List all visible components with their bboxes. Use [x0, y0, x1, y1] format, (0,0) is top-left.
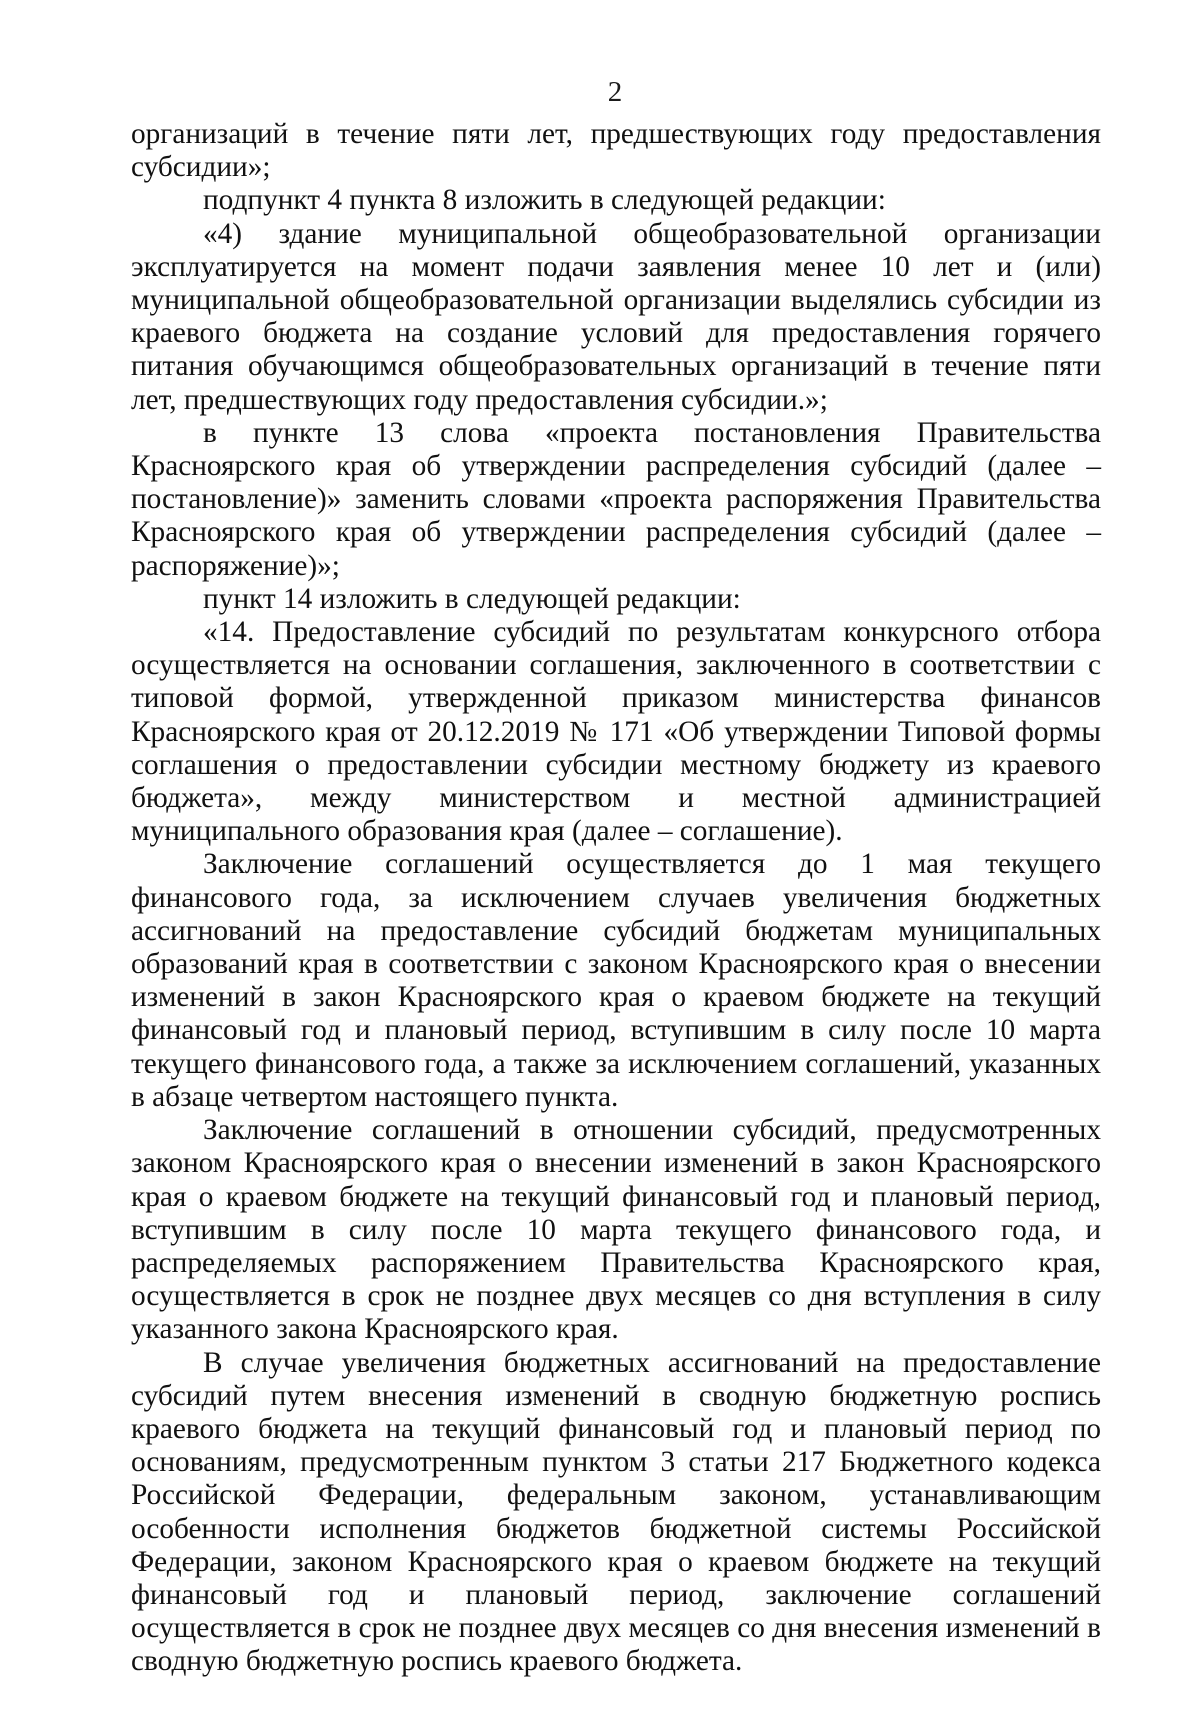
paragraph-subpoint-4-text: «4) здание муниципальной общеобразовательной организации эксплуатируется на момент подачи заявления менее 10 лет и (или) муниципальной общеобразовательной организации выделялись субсидии из краевого бюджета на создание условий для предоставления горячего питания обучающимся общеобразовательных организаций в течение пяти лет, предшествующих году предоставления субсидии.»; — [131, 217, 1101, 416]
paragraph-agreements-deadline: Заключение соглашений осуществляется до 1 мая текущего финансового года, за исключением случаев увеличения бюджетных ассигнований на предоставление субсидий бюджетам муниципальных образований края в соответствии с законом Красноярского края о внесении изменений в закон Красноярского края о краевом бюджете на текущий финансовый год и плановый период, вступившим в силу после 10 марта текущего финансового года, а также за исключением соглашений, указанных в абзаце четвертом настоящего пункта. — [131, 848, 1101, 1113]
paragraph-point-14-text: «14. Предоставление субсидий по результатам конкурсного отбора осуществляется на основании соглашения, заключенного в соответствии с типовой формой, утвержденной приказом министерства финансов Красноярского края от 20.12.2019 № 171 «Об утверждении Типовой формы соглашения о предоставлении субсидии местному бюджету из краевого бюджета», между министерством и местной администрацией муниципального образования края (далее – соглашение). — [131, 616, 1101, 848]
page-number: 2 — [607, 76, 623, 108]
paragraph-point-14-intro: пункт 14 изложить в следующей редакции: — [203, 582, 741, 615]
paragraph-subpoint-4-intro: подпункт 4 пункта 8 изложить в следующей редакции: — [203, 184, 886, 217]
document-body — [131, 118, 1101, 1679]
paragraph-continuation: организаций в течение пяти лет, предшествующих году предоставления субсидии»; — [131, 118, 1101, 184]
paragraph-agreements-law-changes: Заключение соглашений в отношении субсидий, предусмотренных законом Красноярского края о внесении изменений в закон Красноярского края о краевом бюджете на текущий финансовый год и плановый период, вступившим в силу после 10 марта текущего финансового года, и распределяемых распоряжением Правительства Красноярского края, осуществляется в срок не позднее двух месяцев со дня вступления в силу указанного закона Красноярского края. — [131, 1114, 1101, 1346]
paragraph-point-13: в пункте 13 слова «проекта постановления Правительства Красноярского края об утверждении распределения субсидий (далее – постановление)» заменить словами «проекта распоряжения Правительства Красноярского края об утверждении распределения субсидий (далее – распоряжение)»; — [131, 416, 1101, 582]
paragraph-agreements-budget-increase: В случае увеличения бюджетных ассигнований на предоставление субсидий путем внесения изменений в сводную бюджетную роспись краевого бюджета на текущий финансовый год и плановый период по основаниям, предусмотренным пунктом 3 статьи 217 Бюджетного кодекса Российской Федерации, федеральным законом, устанавливающим особенности исполнения бюджетов бюджетной системы Российской Федерации, законом Красноярского края о краевом бюджете на текущий финансовый год и плановый период, заключение соглашений осуществляется в срок не позднее двух месяцев со дня внесения изменений в сводную бюджетную роспись краевого бюджета. — [131, 1346, 1101, 1678]
